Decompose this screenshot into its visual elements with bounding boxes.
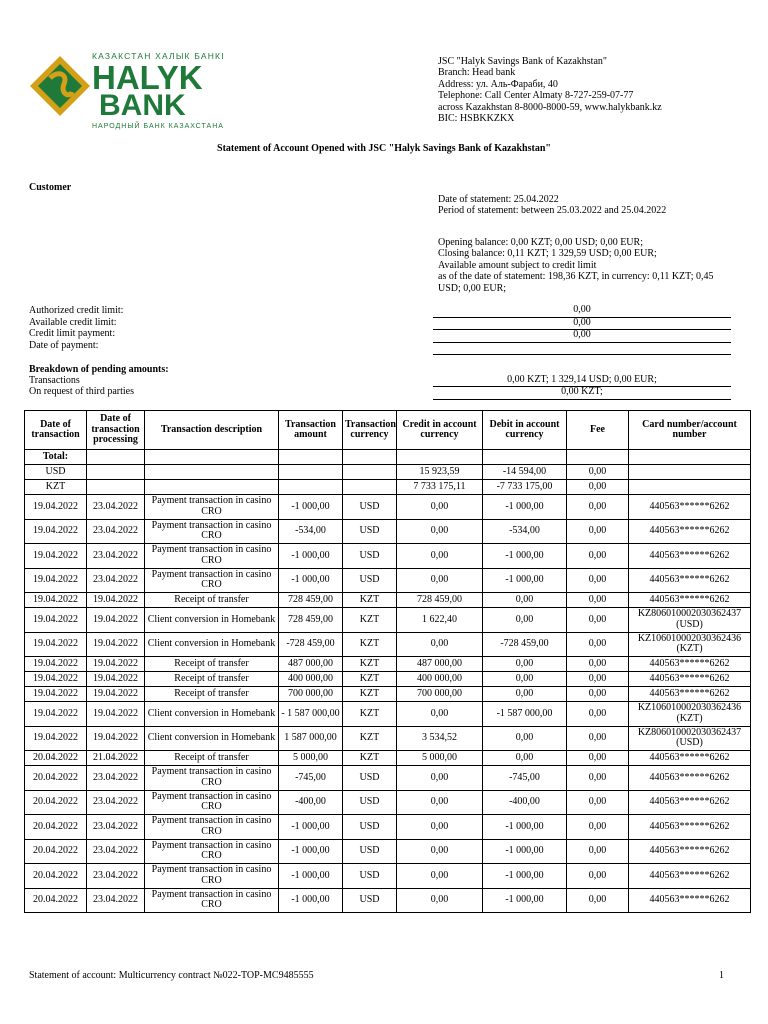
table-row <box>25 657 751 672</box>
table-cell: Payment transaction in casino CRO <box>145 888 279 913</box>
table-cell: Client conversion in Homebank <box>145 632 279 657</box>
table-cell: KZT <box>343 593 397 608</box>
table-cell: 19.04.2022 <box>87 593 145 608</box>
table-cell: 440563******6262 <box>629 751 751 766</box>
table-cell: 23.04.2022 <box>87 519 145 544</box>
bank-info-line: Address: ул. Аль-Фараби, 40 <box>438 78 558 90</box>
bank-info-line: JSC "Halyk Savings Bank of Kazakhstan" <box>438 56 607 67</box>
pending-values <box>433 375 731 400</box>
table-cell: USD <box>343 888 397 913</box>
table-cell: 440563******6262 <box>629 495 751 520</box>
table-cell <box>145 480 279 495</box>
table-cell: 5 000,00 <box>279 751 343 766</box>
table-cell: 0,00 <box>567 519 629 544</box>
table-cell: 0,00 <box>567 608 629 633</box>
table-cell: 19.04.2022 <box>25 593 87 608</box>
table-cell: KZ106010002030362436 (KZT) <box>629 632 751 657</box>
table-cell: 0,00 <box>397 495 483 520</box>
logo-word-bank: BANK <box>99 89 186 122</box>
table-cell: Receipt of transfer <box>145 657 279 672</box>
table-cell: KZ806010002030362437 (USD) <box>629 608 751 633</box>
table-cell: KZT <box>343 672 397 687</box>
table-row <box>25 519 751 544</box>
table-cell: USD <box>343 790 397 815</box>
table-cell: 0,00 <box>397 766 483 791</box>
table-cell: 0,00 <box>567 568 629 593</box>
table-cell: KZT <box>343 751 397 766</box>
table-cell: 19.04.2022 <box>25 702 87 727</box>
table-cell: 0,00 <box>397 702 483 727</box>
table-cell: -1 000,00 <box>483 568 567 593</box>
table-cell: Payment transaction in casino CRO <box>145 766 279 791</box>
bank-info <box>438 56 662 124</box>
table-cell: -1 587 000,00 <box>483 702 567 727</box>
column-header: Transaction amount <box>279 411 343 450</box>
table-cell: 440563******6262 <box>629 864 751 889</box>
table-cell: KZT <box>25 480 87 495</box>
table-cell: 0,00 <box>567 888 629 913</box>
table-cell: 0,00 <box>397 544 483 569</box>
table-cell: 19.04.2022 <box>25 726 87 751</box>
table-cell: -534,00 <box>483 519 567 544</box>
table-cell: -1 000,00 <box>279 815 343 840</box>
table-cell: KZ106010002030362436 (KZT) <box>629 702 751 727</box>
table-cell: 0,00 <box>567 632 629 657</box>
table-row <box>25 766 751 791</box>
table-cell: 0,00 <box>397 815 483 840</box>
available-amount-label: Available amount subject to credit limit <box>438 259 597 271</box>
table-cell: 19.04.2022 <box>25 657 87 672</box>
table-cell: Client conversion in Homebank <box>145 702 279 727</box>
table-cell: 19.04.2022 <box>87 687 145 702</box>
table-header-row <box>25 411 751 450</box>
bank-info-line: Telephone: Call Center Almaty 8-727-259-07-77 <box>438 90 634 102</box>
logo-emblem-inner <box>38 64 82 108</box>
authorized-credit-limit-label: Authorized credit limit: <box>29 305 124 316</box>
table-cell: 0,00 <box>567 687 629 702</box>
table-cell: -7 733 175,00 <box>483 480 567 495</box>
table-row <box>25 864 751 889</box>
table-cell: 0,00 <box>567 593 629 608</box>
table-cell: 440563******6262 <box>629 790 751 815</box>
table-cell: -1 000,00 <box>279 568 343 593</box>
table-cell: 0,00 <box>483 687 567 702</box>
table-cell: 19.04.2022 <box>87 632 145 657</box>
table-cell: Payment transaction in casino CRO <box>145 544 279 569</box>
table-cell: USD <box>343 544 397 569</box>
table-cell: Client conversion in Homebank <box>145 726 279 751</box>
table-cell: 23.04.2022 <box>87 864 145 889</box>
page-number: 1 <box>719 970 724 981</box>
balances <box>438 237 738 294</box>
table-cell: 23.04.2022 <box>87 790 145 815</box>
pending-third-parties-value: 0,00 KZT; <box>433 387 731 399</box>
table-cell: KZT <box>343 702 397 727</box>
table-summary-row <box>25 480 751 495</box>
table-cell: 0,00 <box>397 632 483 657</box>
table-cell <box>343 450 397 465</box>
table-cell: -745,00 <box>279 766 343 791</box>
table-row <box>25 608 751 633</box>
date-of-payment-value <box>433 343 731 356</box>
table-cell: 20.04.2022 <box>25 751 87 766</box>
table-cell <box>629 450 751 465</box>
table-cell: Payment transaction in casino CRO <box>145 864 279 889</box>
table-cell: -534,00 <box>279 519 343 544</box>
table-cell: 728 459,00 <box>279 608 343 633</box>
statement-dates <box>438 194 666 217</box>
table-cell: KZT <box>343 657 397 672</box>
available-amount: as of the date of statement: 198,36 KZT, in currency: 0,11 KZT; 0,45 USD; 0,00 EUR; <box>438 271 714 294</box>
table-cell: 0,00 <box>567 544 629 569</box>
customer-label: Customer <box>29 182 72 193</box>
table-cell: -1 000,00 <box>279 544 343 569</box>
table-cell <box>279 480 343 495</box>
table-cell: 440563******6262 <box>629 657 751 672</box>
table-cell <box>145 450 279 465</box>
table-cell: 0,00 <box>567 657 629 672</box>
column-header: Debit in account currency <box>483 411 567 450</box>
table-cell: -1 000,00 <box>279 888 343 913</box>
table-cell: Total: <box>25 450 87 465</box>
table-cell: 0,00 <box>567 672 629 687</box>
table-cell: KZT <box>343 632 397 657</box>
table-cell: 7 733 175,11 <box>397 480 483 495</box>
table-cell: 19.04.2022 <box>25 568 87 593</box>
table-cell: 19.04.2022 <box>87 672 145 687</box>
table-cell <box>87 450 145 465</box>
pending-transactions-value: 0,00 KZT; 1 329,14 USD; 0,00 EUR; <box>433 375 731 387</box>
table-cell: -1 000,00 <box>279 864 343 889</box>
table-cell: 19.04.2022 <box>25 495 87 520</box>
authorized-credit-limit-value: 0,00 <box>433 305 731 318</box>
table-cell: 440563******6262 <box>629 568 751 593</box>
table-cell: 23.04.2022 <box>87 815 145 840</box>
table-cell: 0,00 <box>483 672 567 687</box>
table-cell: 20.04.2022 <box>25 864 87 889</box>
table-row <box>25 593 751 608</box>
table-cell: 0,00 <box>567 790 629 815</box>
table-cell: 440563******6262 <box>629 839 751 864</box>
table-row <box>25 839 751 864</box>
column-header: Date of transaction processing <box>87 411 145 450</box>
table-cell: 440563******6262 <box>629 687 751 702</box>
table-cell: 0,00 <box>567 864 629 889</box>
transactions-table <box>24 410 751 913</box>
table-cell: 0,00 <box>483 726 567 751</box>
table-cell: -728 459,00 <box>279 632 343 657</box>
pending-labels <box>29 375 134 398</box>
table-cell: 19.04.2022 <box>25 519 87 544</box>
credit-limit-labels <box>29 305 123 351</box>
table-cell: USD <box>25 465 87 480</box>
table-cell: 19.04.2022 <box>87 702 145 727</box>
table-cell: 0,00 <box>567 766 629 791</box>
table-cell <box>87 480 145 495</box>
table-cell <box>279 465 343 480</box>
logo-word-halyk: HALYK <box>92 59 203 96</box>
column-header: Date of transaction <box>25 411 87 450</box>
available-credit-limit-label: Available credit limit: <box>29 316 117 328</box>
table-cell: 19.04.2022 <box>25 544 87 569</box>
table-cell <box>145 465 279 480</box>
table-cell <box>87 465 145 480</box>
table-cell: 728 459,00 <box>397 593 483 608</box>
table-cell: 20.04.2022 <box>25 790 87 815</box>
table-cell <box>567 450 629 465</box>
table-cell: 440563******6262 <box>629 766 751 791</box>
bank-info-line: Branch: Head bank <box>438 67 516 79</box>
table-cell: 440563******6262 <box>629 593 751 608</box>
table-cell: 19.04.2022 <box>87 657 145 672</box>
table-cell: 23.04.2022 <box>87 766 145 791</box>
table-cell: 0,00 <box>397 864 483 889</box>
table-row <box>25 544 751 569</box>
table-cell: 15 923,59 <box>397 465 483 480</box>
table-cell: -1 000,00 <box>483 495 567 520</box>
table-cell: -1 000,00 <box>483 544 567 569</box>
table-cell: Payment transaction in casino CRO <box>145 495 279 520</box>
table-cell: 0,00 <box>483 751 567 766</box>
table-cell: 0,00 <box>567 751 629 766</box>
closing-balance: Closing balance: 0,11 KZT; 1 329,59 USD; 0,00 EUR; <box>438 248 657 260</box>
table-cell: 19.04.2022 <box>87 608 145 633</box>
table-cell: -1 000,00 <box>483 815 567 840</box>
table-cell: 19.04.2022 <box>25 672 87 687</box>
credit-limit-values <box>433 305 731 355</box>
table-cell: 0,00 <box>567 815 629 840</box>
table-cell: 0,00 <box>397 790 483 815</box>
table-cell: 20.04.2022 <box>25 888 87 913</box>
table-summary-row <box>25 465 751 480</box>
logo-bottom-text: НАРОДНЫЙ БАНК КАЗАХСТАНА <box>92 123 224 130</box>
table-cell: -1 000,00 <box>279 839 343 864</box>
table-cell: 5 000,00 <box>397 751 483 766</box>
column-header: Card number/account number <box>629 411 751 450</box>
table-summary-row <box>25 450 751 465</box>
table-cell <box>397 450 483 465</box>
table-cell: -1 000,00 <box>483 888 567 913</box>
table-cell: 0,00 <box>483 593 567 608</box>
table-cell: 23.04.2022 <box>87 544 145 569</box>
table-cell: - 1 587 000,00 <box>279 702 343 727</box>
table-cell: 23.04.2022 <box>87 495 145 520</box>
table-cell: KZT <box>343 687 397 702</box>
column-header: Transaction currency <box>343 411 397 450</box>
table-cell: 21.04.2022 <box>87 751 145 766</box>
table-cell: Receipt of transfer <box>145 593 279 608</box>
table-cell: -400,00 <box>279 790 343 815</box>
table-cell: USD <box>343 519 397 544</box>
table-cell <box>343 465 397 480</box>
table-cell: 1 587 000,00 <box>279 726 343 751</box>
table-cell: 440563******6262 <box>629 544 751 569</box>
table-cell: 20.04.2022 <box>25 766 87 791</box>
opening-balance: Opening balance: 0,00 KZT; 0,00 USD; 0,00 EUR; <box>438 237 643 248</box>
table-cell: 0,00 <box>397 568 483 593</box>
pending-transactions-label: Transactions <box>29 375 80 386</box>
table-cell: KZT <box>343 726 397 751</box>
table-cell: USD <box>343 815 397 840</box>
footer-contract: Statement of account: Multicurrency contract №022-TOP-MC9485555 <box>29 970 314 981</box>
table-cell: 487 000,00 <box>397 657 483 672</box>
table-cell: 1 622,40 <box>397 608 483 633</box>
table-cell: -728 459,00 <box>483 632 567 657</box>
table-cell: 0,00 <box>483 608 567 633</box>
table-cell <box>629 465 751 480</box>
table-cell: 0,00 <box>567 839 629 864</box>
statement-period: Period of statement: between 25.03.2022 and 25.04.2022 <box>438 205 667 217</box>
table-cell: 20.04.2022 <box>25 815 87 840</box>
table-row <box>25 790 751 815</box>
table-cell: Receipt of transfer <box>145 687 279 702</box>
logo-top-text: КАЗАКСТАН ХАЛЫК БАНКІ <box>92 51 225 61</box>
table-cell: KZT <box>343 608 397 633</box>
bank-info-line: across Kazakhstan 8-8000-8000-59, www.halykbank.kz <box>438 101 662 113</box>
table-cell: Receipt of transfer <box>145 751 279 766</box>
table-row <box>25 815 751 840</box>
table-cell: -1 000,00 <box>483 864 567 889</box>
table-row <box>25 495 751 520</box>
table-cell: 23.04.2022 <box>87 888 145 913</box>
table-cell: 440563******6262 <box>629 888 751 913</box>
table-cell: 0,00 <box>567 702 629 727</box>
table-cell: -1 000,00 <box>483 839 567 864</box>
table-cell: 23.04.2022 <box>87 568 145 593</box>
table-cell: -745,00 <box>483 766 567 791</box>
table-cell: Client conversion in Homebank <box>145 608 279 633</box>
table-body <box>25 450 751 913</box>
table-cell: 400 000,00 <box>279 672 343 687</box>
bank-info-line: BIC: HSBKKZKX <box>438 113 515 125</box>
table-cell <box>629 480 751 495</box>
table-cell: USD <box>343 568 397 593</box>
table-cell: USD <box>343 839 397 864</box>
column-header: Credit in account currency <box>397 411 483 450</box>
available-credit-limit-value: 0,00 <box>433 318 731 331</box>
table-row <box>25 702 751 727</box>
table-cell: 0,00 <box>567 480 629 495</box>
table-row <box>25 632 751 657</box>
table-cell: 440563******6262 <box>629 672 751 687</box>
table-cell: 0,00 <box>397 839 483 864</box>
table-cell: 23.04.2022 <box>87 839 145 864</box>
table-cell: 3 534,52 <box>397 726 483 751</box>
table-cell: Payment transaction in casino CRO <box>145 839 279 864</box>
table-cell: 0,00 <box>567 726 629 751</box>
table-cell: USD <box>343 864 397 889</box>
table-cell: 0,00 <box>567 495 629 520</box>
table-row <box>25 751 751 766</box>
table-cell: 19.04.2022 <box>25 608 87 633</box>
credit-limit-payment-value: 0,00 <box>433 330 731 343</box>
table-cell: Payment transaction in casino CRO <box>145 790 279 815</box>
table-cell: 19.04.2022 <box>87 726 145 751</box>
table-cell: -400,00 <box>483 790 567 815</box>
pending-amounts-title: Breakdown of pending amounts: <box>29 364 169 375</box>
table-cell: -1 000,00 <box>279 495 343 520</box>
column-header: Fee <box>567 411 629 450</box>
table-row <box>25 672 751 687</box>
table-cell: Payment transaction in casino CRO <box>145 568 279 593</box>
table-cell: -14 594,00 <box>483 465 567 480</box>
table-cell: 700 000,00 <box>279 687 343 702</box>
table-cell: Receipt of transfer <box>145 672 279 687</box>
table-cell: 19.04.2022 <box>25 687 87 702</box>
table-cell: 0,00 <box>567 465 629 480</box>
table-cell: Payment transaction in casino CRO <box>145 519 279 544</box>
table-cell: 0,00 <box>483 657 567 672</box>
table-cell: 440563******6262 <box>629 815 751 840</box>
table-cell: 20.04.2022 <box>25 839 87 864</box>
credit-limit-payment-label: Credit limit payment: <box>29 328 116 340</box>
table-cell: 487 000,00 <box>279 657 343 672</box>
table-cell: KZ806010002030362437 (USD) <box>629 726 751 751</box>
pending-third-parties-label: On request of third parties <box>29 386 134 398</box>
table-row <box>25 568 751 593</box>
statement-date: Date of statement: 25.04.2022 <box>438 194 559 205</box>
table-cell <box>279 450 343 465</box>
table-cell: 400 000,00 <box>397 672 483 687</box>
table-cell: 0,00 <box>397 519 483 544</box>
table-cell: 0,00 <box>397 888 483 913</box>
table-cell: USD <box>343 766 397 791</box>
column-header: Transaction description <box>145 411 279 450</box>
table-cell: USD <box>343 495 397 520</box>
statement-title: Statement of Account Opened with JSC "Halyk Savings Bank of Kazakhstan" <box>217 143 551 154</box>
table-cell: 728 459,00 <box>279 593 343 608</box>
table-cell: 19.04.2022 <box>25 632 87 657</box>
date-of-payment-label: Date of payment: <box>29 339 99 351</box>
table-row <box>25 687 751 702</box>
table-cell: 440563******6262 <box>629 519 751 544</box>
table-row <box>25 726 751 751</box>
halyk-bank-logo <box>28 48 243 130</box>
table-cell: Payment transaction in casino CRO <box>145 815 279 840</box>
table-row <box>25 888 751 913</box>
table-cell <box>343 480 397 495</box>
table-cell <box>483 450 567 465</box>
table-cell: 700 000,00 <box>397 687 483 702</box>
